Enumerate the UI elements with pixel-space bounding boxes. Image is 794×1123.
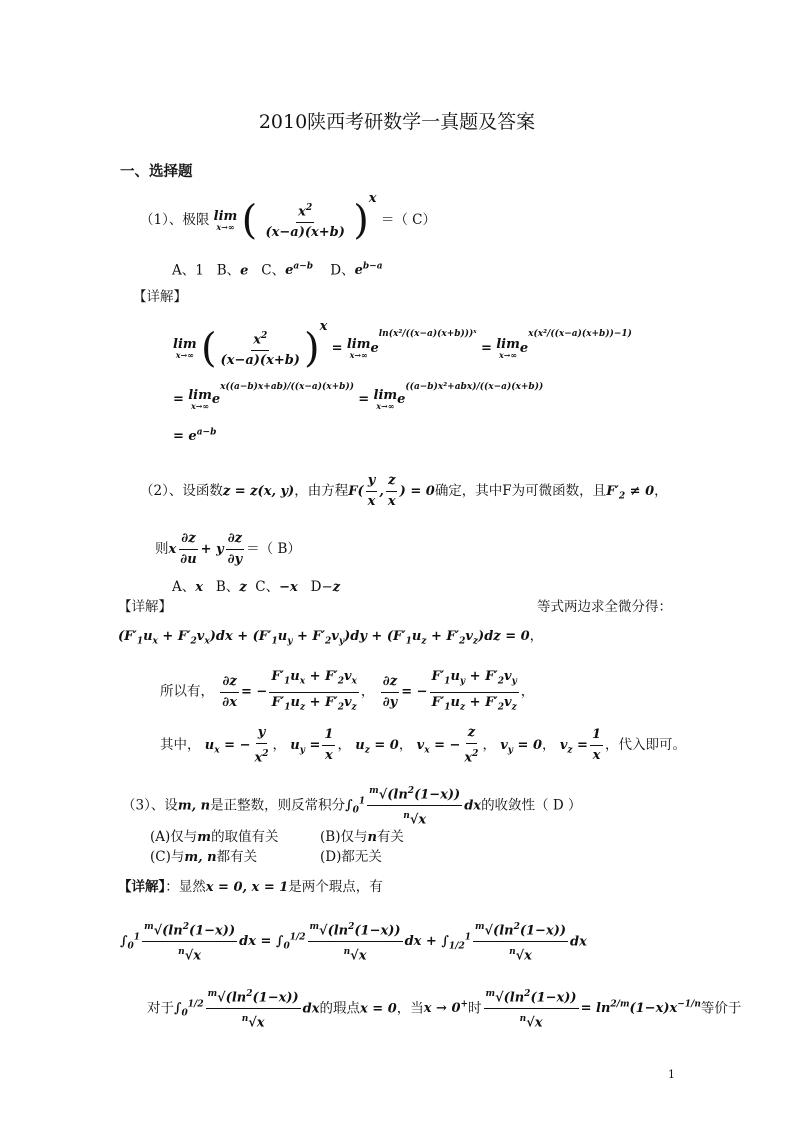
q2-detail-right: 等式两边求全微分得： <box>537 599 672 615</box>
section-heading: 一、选择题 <box>120 163 193 180</box>
page-number: 1 <box>668 1068 675 1081</box>
page-title: 2010陕西考研数学一真题及答案 <box>258 111 536 133</box>
q1-number: （1）、极限 <box>140 212 210 228</box>
fraction: $\frac{x^2}{(x-a)(x+b)}$ <box>263 199 346 242</box>
q2-total-differential: $(F'_1u_x + F'_2v_x)dx + (F'_1u_y + F'_2v_y)dy + (F'_1u_z + F'_2v_z)dz = 0$， <box>118 628 544 647</box>
q3-detail: 【详解】：显然x = 0, x = 1是两个瑕点，有 <box>118 879 383 895</box>
q3-integral-split: $\int_0^1$ $\frac{^m√(\ln^2(1-x))}{^n√x}$ dx = $\int_0^{1/2}$ $\frac{^m√(\ln^2(1-x))}{^n√x}$ dx + $\int_{1/2}^1$ $\frac{^m√(\ln^2(1-x))}{^n√x}$ dx <box>120 918 587 966</box>
q2-detail-label: 【详解】 <box>118 599 172 615</box>
q1-options: A、1 B、e C、$e^{a-b}$ D、$e^{b-a}$ <box>172 262 383 279</box>
q3-option-a: (A)仅与m的取值有关 <box>150 829 279 845</box>
q1-derivation-line1: lim x→∞ ( $\frac{x^2}{(x-a)(x+b)}$ )$^x$ = lim x→∞ $e^{ln(x^2/((x-a)(x+b)))ˣ}$ = lim x→∞ $e^{x(x^2/((x-a)(x+b))-1)}$ <box>173 319 632 372</box>
q1-derivation-line3: = $e^{a-b}$ <box>173 428 217 445</box>
q3-option-d: (D)都无关 <box>320 849 382 865</box>
q1-detail-label: 【详解】 <box>133 289 187 305</box>
q2-options: A、x B、z C、−x D−z <box>172 579 341 595</box>
q2-then: 则x $\frac{\partial z}{\partial u}$ + y $\frac{\partial z}{\partial y}$ ＝（ B） <box>155 531 301 567</box>
q3-option-b: (B)仅与n有关 <box>320 829 404 845</box>
q1-answer: ＝（ C） <box>380 212 436 228</box>
limit-symbol: lim x→∞ <box>213 209 238 232</box>
q2-where: 其中， $u_x$ = − $\frac{y}{x^2}$ ， $u_y$ = $\frac{1}{x}$ ， $u_z = 0$， $v_x$ = − $\frac{z}{x^2}$ ， $v_y = 0$， $v_z$ = $\frac{1}{x}$ ，代入即可。 <box>160 725 686 766</box>
q3-defect-analysis: 对于$\int_0^{1/2}$ $\frac{^m√(\ln^2(1-x))}{^n√x}$ dx的瑕点x = 0，当x → 0+时 $\frac{^m√(\ln^2(1-x))}{^n√x}$ = $\ln^{2/m}(1-x)x^{-1/n}$等价于 <box>147 985 741 1033</box>
question-2: （2）、设函数z = z(x, y)，由方程F( $\frac{y}{x}$ , $\frac{z}{x}$ ) = 0确定，其中F为可微函数，且$F'_2 \ne 0$， <box>140 473 668 509</box>
q1-derivation-line2: = lim x→∞ $e^{x((a-b)x+ab)/((x-a)(x+b))}$ = lim x→∞ $e^{((a-b)x^2+abx)/((x-a)(x+b))}$ <box>173 382 544 411</box>
question-3: （3）、设m, n是正整数，则反常积分$\int_0^1$ $\frac{^m√(\ln^2(1-x))}{^n√x}$ dx的收敛性（ D ） <box>122 782 581 830</box>
q2-so: 所以有， $\frac{\partial z}{\partial x}$ = − $\frac{F'_1u_x + F'_2v_x}{F'_1u_z + F'_2v_z}$ ， $\frac{\partial z}{\partial y}$ = − $\frac{F'_1u_y + F'_2v_y}{F'_1u_z + F'_2v_z}$ ， <box>160 669 535 713</box>
question-1: （1）、极限 lim x→∞ ( $\frac{x^2}{(x-a)(x+b)}$ )$^x$ ＝（ C） <box>140 191 436 244</box>
q3-option-c: (C)与m, n都有关 <box>150 849 258 865</box>
